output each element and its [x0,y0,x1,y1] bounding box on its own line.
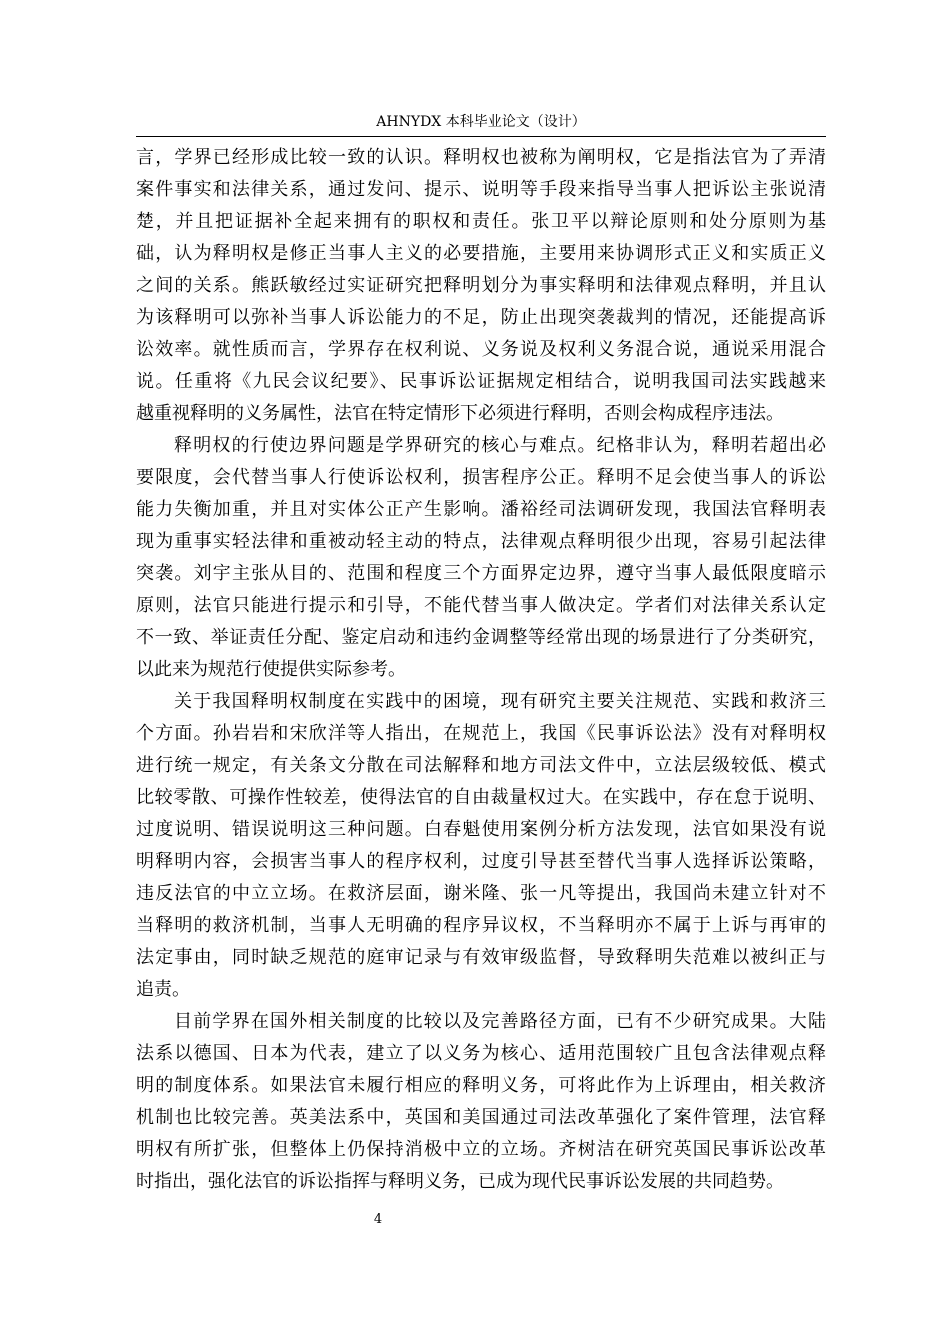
text-line: 法定事由，同时缺乏规范的庭审记录与有效审级监督，导致释明失范难以被纠正与 [136,947,826,968]
text-line: 比较零散、可操作性较差，使得法官的自由裁量权过大。在实践中，存在怠于说明、 [136,787,826,808]
text-line: 追责。 [136,979,190,1000]
text-line: 目前学界在国外相关制度的比较以及完善路径方面，已有不少研究成果。大陆 [174,1011,826,1032]
text-line: 明释明内容，会损害当事人的程序权利，过度引导甚至替代当事人选择诉讼策略， [136,851,826,872]
text-line: 要限度，会代替当事人行使诉讼权利，损害程序公正。释明不足会使当事人的诉讼 [136,467,826,488]
text-line: 过度说明、错误说明这三种问题。白春魁使用案例分析方法发现，法官如果没有说 [136,819,826,840]
text-line: 法系以德国、日本为代表，建立了以义务为核心、适用范围较广且包含法律观点释 [136,1043,826,1064]
text-line: 讼效率。就性质而言，学界存在权利说、义务说及权利义务混合说，通说采用混合 [136,339,826,360]
header-divider [136,136,826,137]
text-line: 越重视释明的义务属性，法官在特定情形下必须进行释明，否则会构成程序违法。 [136,403,784,424]
page-header: AHNYDX 本科毕业论文（设计） [376,114,586,130]
text-line: 机制也比较完善。英美法系中，英国和美国通过司法改革强化了案件管理，法官释 [136,1107,826,1128]
text-line: 原则，法官只能进行提示和引导，不能代替当事人做决定。学者们对法律关系认定 [136,595,826,616]
text-line: 之间的关系。熊跃敏经过实证研究把释明划分为事实释明和法律观点释明，并且认 [136,275,826,296]
text-line: 能力失衡加重，并且对实体公正产生影响。潘裕经司法调研发现，我国法官释明表 [136,499,826,520]
text-line: 明权有所扩张，但整体上仍保持消极中立的立场。齐树洁在研究英国民事诉讼改革 [136,1139,826,1160]
text-line: 现为重事实轻法律和重被动轻主动的特点，法律观点释明很少出现，容易引起法律 [136,531,826,552]
text-line: 明的制度体系。如果法官未履行相应的释明义务，可将此作为上诉理由，相关救济 [136,1075,826,1096]
text-line: 当释明的救济机制，当事人无明确的程序异议权，不当释明亦不属于上诉与再审的 [136,915,826,936]
text-line: 言，学界已经形成比较一致的认识。释明权也被称为阐明权，它是指法官为了弄清 [136,147,826,168]
body-text [136,142,826,1198]
text-line: 关于我国释明权制度在实践中的困境，现有研究主要关注规范、实践和救济三 [174,691,826,712]
text-line: 础，认为释明权是修正当事人主义的必要措施，主要用来协调形式正义和实质正义 [136,243,826,264]
text-line: 以此来为规范行使提供实际参考。 [136,659,406,680]
text-line: 突袭。刘宇主张从目的、范围和程度三个方面界定边界，遵守当事人最低限度暗示 [136,563,826,584]
text-line: 不一致、举证责任分配、鉴定启动和违约金调整等经常出现的场景进行了分类研究， [136,627,826,648]
text-line: 进行统一规定，有关条文分散在司法解释和地方司法文件中，立法层级较低、模式 [136,755,826,776]
text-line: 楚，并且把证据补全起来拥有的职权和责任。张卫平以辩论原则和处分原则为基 [136,211,826,232]
text-line: 为该释明可以弥补当事人诉讼能力的不足，防止出现突袭裁判的情况，还能提高诉 [136,307,826,328]
text-line: 案件事实和法律关系，通过发问、提示、说明等手段来指导当事人把诉讼主张说清 [136,179,826,200]
page-number: 4 [373,1212,383,1227]
text-line: 个方面。孙岩岩和宋欣洋等人指出，在规范上，我国《民事诉讼法》没有对释明权 [136,723,826,744]
text-line: 说。任重将《九民会议纪要》、民事诉讼证据规定相结合，说明我国司法实践越来 [136,371,826,392]
text-line: 违反法官的中立立场。在救济层面，谢米隆、张一凡等提出，我国尚未建立针对不 [136,883,826,904]
text-line: 释明权的行使边界问题是学界研究的核心与难点。纪格非认为，释明若超出必 [174,435,826,456]
text-line: 时指出，强化法官的诉讼指挥与释明义务，已成为现代民事诉讼发展的共同趋势。 [136,1171,784,1192]
